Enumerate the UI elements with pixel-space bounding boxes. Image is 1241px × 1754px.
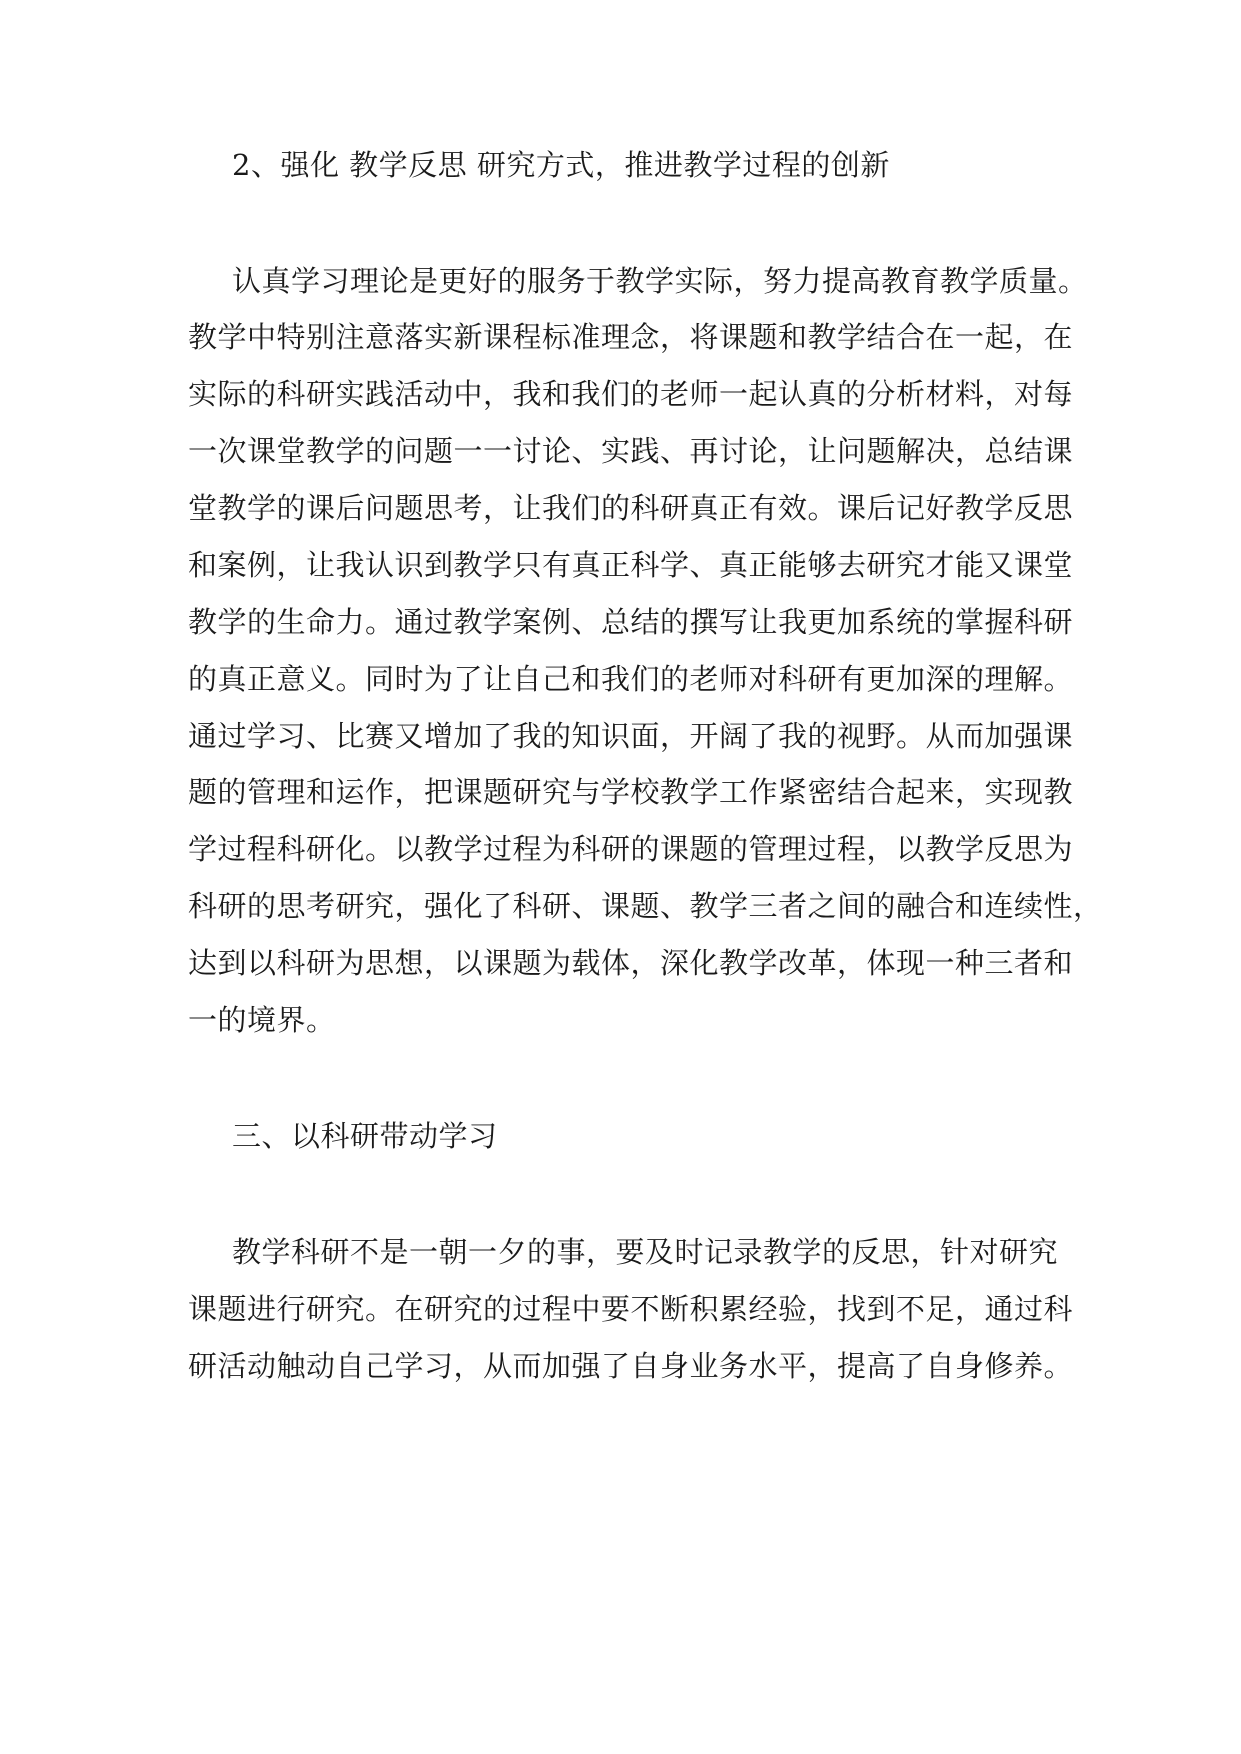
paragraph-2-line-2: 课题进行研究。在研究的过程中要不断积累经验，找到不足，通过科 (188, 1292, 1074, 1326)
paragraph-2-line-3: 研活动触动自己学习，从而加强了自身业务水平，提高了自身修养。 (188, 1349, 1074, 1383)
paragraph-2-line-1: 教学科研不是一朝一夕的事，要及时记录教学的反思，针对研究 (232, 1235, 1059, 1269)
paragraph-1-line-12: 科研的思考研究，强化了科研、课题、教学三者之间的融合和连续性， (188, 889, 1103, 923)
paragraph-1-line-11: 学过程科研化。以教学过程为科研的课题的管理过程，以教学反思为 (188, 832, 1074, 866)
paragraph-1-line-5: 堂教学的课后问题思考，让我们的科研真正有效。课后记好教学反思 (188, 491, 1074, 525)
paragraph-1-line-14: 一的境界。 (188, 1003, 336, 1037)
paragraph-1-line-2: 教学中特别注意落实新课程标准理念，将课题和教学结合在一起，在 (188, 320, 1074, 354)
section-heading-2: 2、强化 教学反思 研究方式，推进教学过程的创新 (232, 148, 890, 182)
paragraph-1-line-4: 一次课堂教学的问题一一讨论、实践、再讨论，让问题解决，总结课 (188, 434, 1074, 468)
paragraph-1-line-1: 认真学习理论是更好的服务于教学实际，努力提高教育教学质量。 (232, 264, 1088, 298)
paragraph-1-line-13: 达到以科研为思想，以课题为载体，深化教学改革，体现一种三者和 (188, 946, 1074, 980)
paragraph-1-line-3: 实际的科研实践活动中，我和我们的老师一起认真的分析材料，对每 (188, 377, 1074, 411)
paragraph-1-line-9: 通过学习、比赛又增加了我的知识面，开阔了我的视野。从而加强课 (188, 719, 1074, 753)
paragraph-1-line-8: 的真正意义。同时为了让自己和我们的老师对科研有更加深的理解。 (188, 662, 1074, 696)
section-heading-3: 三、以科研带动学习 (232, 1119, 498, 1153)
paragraph-1-line-10: 题的管理和运作，把课题研究与学校教学工作紧密结合起来，实现教 (188, 775, 1074, 809)
paragraph-1-line-6: 和案例，让我认识到教学只有真正科学、真正能够去研究才能又课堂 (188, 548, 1074, 582)
paragraph-1-line-7: 教学的生命力。通过教学案例、总结的撰写让我更加系统的掌握科研 (188, 605, 1074, 639)
